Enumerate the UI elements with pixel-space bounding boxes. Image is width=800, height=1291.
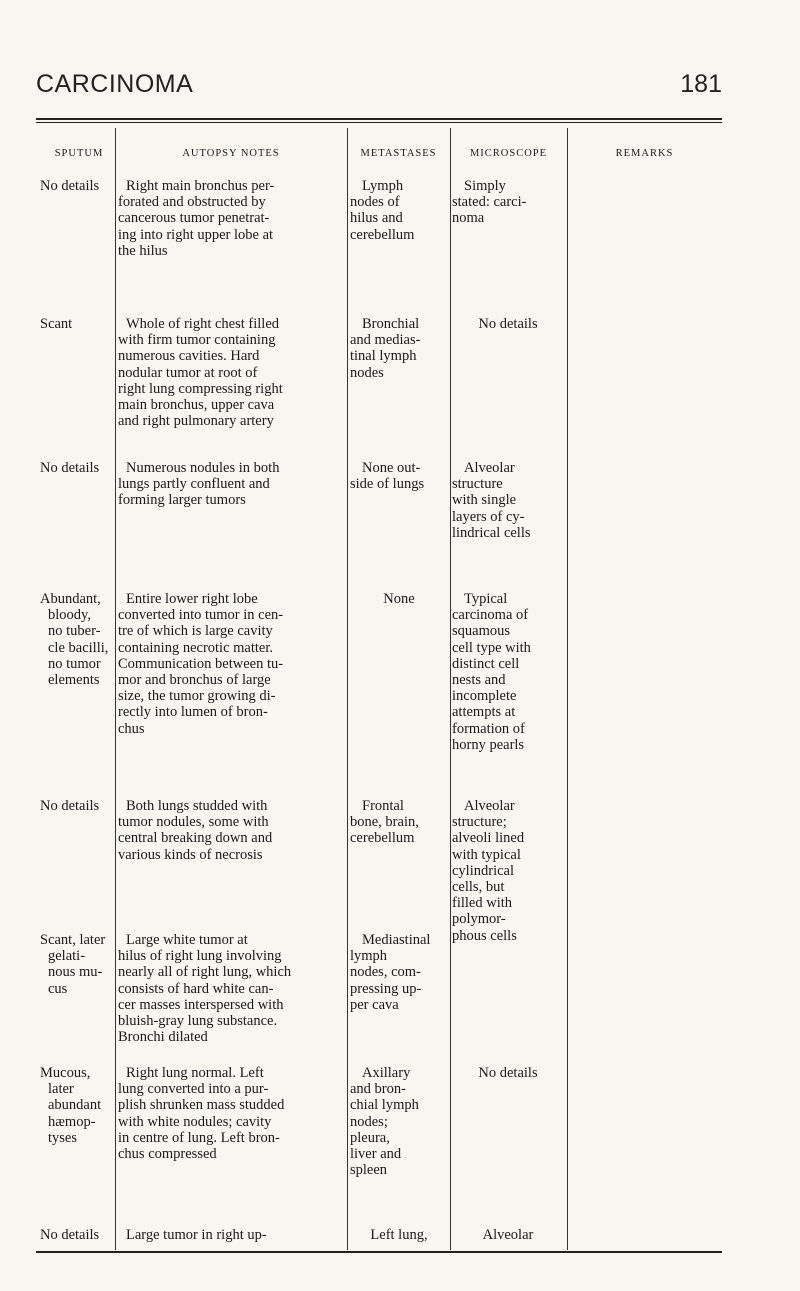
autopsy-notes-cell [118, 1065, 344, 1162]
cell-line: the hilus [118, 242, 168, 259]
cell-line: Alveolar [482, 1227, 534, 1243]
metastases-cell [350, 460, 448, 492]
cell-line: No details [40, 178, 100, 194]
cell-line: nodes, com- [350, 964, 421, 981]
microscope-cell [452, 1227, 564, 1243]
microscope-cell [452, 178, 564, 227]
sputum-cell [40, 316, 130, 332]
cell-line: nodular tumor at root of [118, 364, 258, 381]
cell-line: structure; [452, 814, 507, 831]
cell-line: Frontal [362, 798, 404, 814]
cell-line: plish shrunken mass studded [118, 1097, 285, 1114]
cell-line: containing necrotic matter. [118, 639, 274, 656]
cell-line: nests and [452, 672, 506, 689]
cell-line: forated and obstructed by [118, 194, 266, 211]
autopsy-notes-cell [118, 178, 344, 259]
column-divider [567, 128, 568, 1250]
cell-line: No details [40, 1227, 100, 1243]
cell-line: No details [478, 1065, 538, 1081]
cell-line: Bronchial [362, 316, 420, 332]
cell-line: numerous cavities. Hard [118, 348, 260, 365]
cell-line: None out- [362, 460, 421, 476]
cell-line: bloody, [48, 607, 91, 624]
cell-line: Abundant, [40, 591, 101, 607]
cell-line: rectly into lumen of bron- [118, 704, 268, 721]
microscope-cell [452, 798, 564, 944]
cell-line: no tuber- [48, 623, 101, 640]
column-header-remarks: REMARKS [615, 148, 674, 159]
page-number: 181 [680, 70, 722, 98]
cell-line: bluish-gray lung substance. [118, 1013, 278, 1030]
cell-line: with single [452, 492, 517, 509]
cell-line: pleura, [350, 1129, 390, 1146]
cell-line: Whole of right chest filled [126, 316, 280, 332]
sputum-cell [40, 1227, 130, 1243]
cell-line: nodes; [350, 1113, 388, 1130]
page-header [36, 70, 722, 110]
cell-line: and right pulmonary artery [118, 413, 274, 430]
column-header-sputum: SPUTUM [54, 148, 104, 159]
column-header-microscope: MICROSCOPE [469, 148, 548, 159]
cell-line: hæmop- [48, 1113, 96, 1130]
cell-line: with firm tumor containing [118, 332, 276, 349]
cell-line: alveoli lined [452, 830, 525, 847]
cell-line: cus [48, 980, 68, 997]
autopsy-notes-cell [118, 460, 344, 509]
cell-line: chial lymph [350, 1097, 419, 1114]
cell-line: per cava [350, 996, 399, 1013]
cell-line: None [383, 591, 415, 607]
cell-line: chus compressed [118, 1146, 217, 1163]
cell-line: Scant [40, 316, 73, 332]
cell-line: No details [40, 798, 100, 814]
cell-line: chus [118, 720, 145, 737]
cell-line: Typical [464, 591, 508, 607]
metastases-cell [350, 591, 448, 607]
cell-line: Both lungs studded with [126, 798, 268, 814]
cell-line: nodes [350, 364, 384, 381]
cell-line: converted into tumor in cen- [118, 607, 284, 624]
cell-line: elements [48, 672, 100, 689]
cell-line: nous mu- [48, 964, 103, 981]
cell-line: attempts at [452, 704, 516, 721]
sputum-cell [40, 178, 130, 194]
cell-line: hilus and [350, 210, 403, 227]
cell-line: spleen [350, 1162, 388, 1179]
cell-line: polymor- [452, 911, 506, 928]
cell-line: central breaking down and [118, 830, 273, 847]
cell-line: various kinds of necrosis [118, 846, 263, 863]
metastases-cell [350, 932, 448, 1013]
cell-line: Communication between tu- [118, 655, 284, 672]
cell-line: gelati- [48, 948, 86, 965]
column-header-autopsy-notes: AUTOPSY NOTES [182, 148, 280, 159]
cell-line: Alveolar [464, 460, 515, 476]
metastases-cell [350, 316, 448, 381]
cell-line: structure [452, 476, 503, 493]
cell-line: no tumor [48, 655, 101, 672]
cell-line: phous cells [452, 927, 517, 944]
cell-line: tumor nodules, some with [118, 814, 269, 831]
cell-line: Lymph [362, 178, 404, 194]
running-title: CARCINOMA [36, 70, 194, 98]
cell-line: No details [40, 460, 100, 476]
cell-line: with typical [452, 846, 521, 863]
cell-line: tre of which is large cavity [118, 623, 273, 640]
cell-line: Left lung, [370, 1227, 428, 1243]
header-rule-thin [36, 122, 722, 123]
cell-line: Simply [464, 178, 506, 194]
metastases-cell [350, 1227, 448, 1243]
cell-line: with white nodules; cavity [118, 1113, 272, 1130]
cell-line: cer masses interspersed with [118, 996, 284, 1013]
cell-line: bone, brain, [350, 814, 419, 831]
cell-line: Numerous nodules in both [126, 460, 280, 476]
cell-line: later [48, 1081, 74, 1098]
column-divider [347, 128, 348, 1250]
cell-line: cells, but [452, 879, 505, 896]
cell-line: right lung compressing right [118, 380, 283, 397]
cell-line: cancerous tumor penetrat- [118, 210, 270, 227]
sputum-cell [40, 460, 130, 476]
autopsy-notes-cell [118, 1227, 344, 1243]
cell-line: consists of hard white can- [118, 980, 274, 997]
cell-line: Alveolar [464, 798, 515, 814]
footer-rule [36, 1251, 722, 1253]
cell-line: tinal lymph [350, 348, 417, 365]
cell-line: lindrical cells [452, 524, 531, 541]
cell-line: side of lungs [350, 476, 425, 493]
cell-line: in centre of lung. Left bron- [118, 1129, 280, 1146]
cell-line: Right main bronchus per- [126, 178, 275, 194]
cell-line: layers of cy- [452, 508, 525, 525]
cell-line: lung converted into a pur- [118, 1081, 269, 1098]
column-divider [450, 128, 451, 1250]
autopsy-notes-cell [118, 591, 344, 737]
microscope-cell [452, 1065, 564, 1081]
autopsy-notes-cell [118, 798, 344, 863]
cell-line: nodes of [350, 194, 400, 211]
autopsy-notes-cell [118, 316, 344, 429]
cell-line: and medias- [350, 332, 421, 349]
cell-line: Large tumor in right up- [126, 1227, 267, 1243]
sputum-cell [40, 932, 130, 997]
microscope-cell [452, 460, 564, 541]
sputum-cell [40, 1065, 130, 1146]
metastases-cell [350, 1065, 448, 1178]
column-header-metastases: METASTASES [360, 148, 437, 159]
cell-line: Entire lower right lobe [126, 591, 258, 607]
cell-line: pressing up- [350, 980, 422, 997]
cell-line: ing into right upper lobe at [118, 226, 274, 243]
cell-line: nearly all of right lung, which [118, 964, 292, 981]
cell-line: lymph [350, 948, 388, 965]
cell-line: formation of [452, 720, 525, 737]
cell-line: noma [452, 210, 485, 227]
microscope-cell [452, 591, 564, 753]
cell-line: cell type with [452, 639, 531, 656]
cell-line: cerebellum [350, 830, 415, 847]
autopsy-notes-cell [118, 932, 344, 1045]
cell-line: Right lung normal. Left [126, 1065, 264, 1081]
cell-line: squamous [452, 623, 510, 640]
cell-line: main bronchus, upper cava [118, 397, 275, 414]
cell-line: No details [478, 316, 538, 332]
sputum-cell [40, 591, 130, 688]
cell-line: Bronchi dilated [118, 1029, 208, 1046]
cell-line: Large white tumor at [126, 932, 248, 948]
cell-line: incomplete [452, 688, 517, 705]
cell-line: Axillary [362, 1065, 411, 1081]
cell-line: carcinoma of [452, 607, 529, 624]
cell-line: forming larger tumors [118, 492, 246, 509]
cell-line: distinct cell [452, 655, 520, 672]
cell-line: and bron- [350, 1081, 406, 1098]
metastases-cell [350, 178, 448, 243]
microscope-cell [452, 316, 564, 332]
cell-line: Scant, later [40, 932, 106, 948]
cell-line: stated: carci- [452, 194, 527, 211]
cell-line: filled with [452, 895, 513, 912]
cell-line: mor and bronchus of large [118, 672, 271, 689]
cell-line: lungs partly confluent and [118, 476, 270, 493]
cell-line: tyses [48, 1129, 77, 1146]
cell-line: horny pearls [452, 736, 525, 753]
cell-line: Mediastinal [362, 932, 431, 948]
cell-line: abundant [48, 1097, 102, 1114]
cell-line: size, the tumor growing di- [118, 688, 276, 705]
cell-line: cylindrical [452, 862, 515, 879]
cell-line: hilus of right lung involving [118, 948, 282, 965]
cell-line: Mucous, [40, 1065, 91, 1081]
cell-line: cle bacilli, [48, 639, 109, 656]
sputum-cell [40, 798, 130, 814]
cell-line: liver and [350, 1146, 402, 1163]
header-rule-thick [36, 118, 722, 120]
metastases-cell [350, 798, 448, 847]
cell-line: cerebellum [350, 226, 415, 243]
